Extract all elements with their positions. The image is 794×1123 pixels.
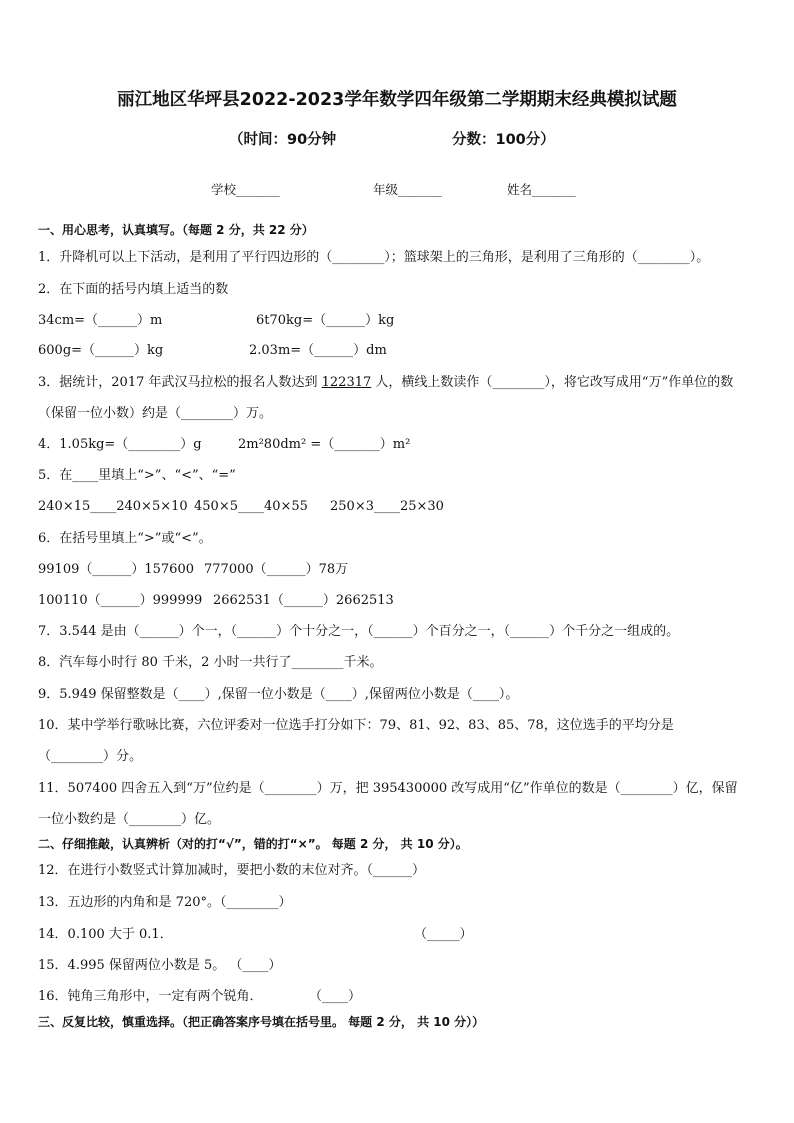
question-6-item: 99109（______）157600 <box>38 562 194 577</box>
total-score: 分数：100分） <box>452 132 555 148</box>
question-13: 13．五边形的内角和是 720°。（________） <box>38 895 292 910</box>
question-5-item: 240×15____240×5×10 <box>38 499 188 514</box>
question-5-item: 450×5____40×55 <box>194 499 308 514</box>
question-6-item: 100110（______）999999 <box>38 593 203 608</box>
question-5-item: 250×3____25×30 <box>330 499 444 514</box>
question-4-item: 2m²80dm² =（_______）m² <box>238 437 411 452</box>
question-1: 1．升降机可以上下活动，是利用了平行四边形的（________）；篮球架上的三角形，是利用了三角形的（________）。 <box>38 250 710 265</box>
question-5: 5．在____里填上“>”、“<”、“=” <box>38 468 236 483</box>
question-6: 6．在括号里填上“>”或“<”。 <box>38 531 212 546</box>
name-field[interactable]: 姓名_______ <box>507 182 576 197</box>
question-2-item: 34cm=（______）m <box>38 313 163 328</box>
question-16-text: 16．钝角三角形中，一定有两个锐角． <box>38 989 263 1004</box>
question-6-item: 777000（______）78万 <box>204 562 349 577</box>
question-15: 15．4.995 保留两位小数是 5。 （____） <box>38 958 282 973</box>
section-heading: 一、用心思考，认真填写。（每题 2 分，共 22 分） <box>38 223 314 237</box>
question-11: 11．507400 四舍五入到“万”位约是（________）万，把 395430000 改写成用“亿”作单位的数是（________）亿，保留 <box>38 781 738 796</box>
question-2-item: 2.03m=（______）dm <box>249 343 387 358</box>
question-11-line-2: 一位小数约是（________）亿。 <box>38 812 221 827</box>
question-3-text: 人，横线上数读作（________），将它改写成用“万”作单位的数 <box>375 375 734 390</box>
section-heading: 三、反复比较，慎重选择。（把正确答案序号填在括号里。 每题 2 分， 共 10 分）） <box>38 1015 485 1029</box>
question-3-text: 3．据统计，2017 年武汉马拉松的报名人数达到 <box>38 375 318 390</box>
question-9: 9．5.949 保留整数是（____）,保留一位小数是（____）,保留两位小数是（____）。 <box>38 687 519 702</box>
question-3-line-2: （保留一位小数）约是（________）万。 <box>38 406 273 421</box>
question-2-item: 6t70kg=（______）kg <box>256 313 395 328</box>
question-10-line-2: （________）分。 <box>38 749 143 764</box>
question-3 <box>38 374 764 392</box>
question-7: 7．3.544 是由（______）个一，（______）个十分之一，（______）个百分之一，（______）个千分之一组成的。 <box>38 624 680 639</box>
question-2-item: 600g=（______）kg <box>38 343 164 358</box>
underlined-number: 122317 <box>321 375 372 390</box>
question-14-text: 14．0.100 大于 0.1． <box>38 927 173 942</box>
time-limit: （时间：90分钟 <box>229 132 337 148</box>
question-2: 2．在下面的括号内填上适当的数 <box>38 282 229 297</box>
answer-blank: （_____） <box>414 927 473 942</box>
question-8: 8．汽车每小时行 80 千米，2 小时一共行了________千米。 <box>38 655 383 670</box>
answer-blank: （____） <box>309 989 362 1004</box>
school-field[interactable]: 学校_______ <box>211 182 280 197</box>
question-10: 10．某中学举行歌咏比赛，六位评委对一位选手打分如下：79、81、92、83、85、78，这位选手的平均分是 <box>38 718 674 733</box>
grade-field[interactable]: 年级_______ <box>373 182 442 197</box>
question-4-item: 4．1.05kg=（________）g <box>38 437 202 452</box>
question-12: 12．在进行小数竖式计算加减时，要把小数的末位对齐。（______） <box>38 863 426 878</box>
question-6-item: 2662531（______）2662513 <box>213 593 394 608</box>
section-heading: 二、仔细推敲，认真辨析（对的打“√”，错的打“×”。 每题 2 分， 共 10 分）。 <box>38 837 468 851</box>
exam-title: 丽江地区华坪县2022-2023学年数学四年级第二学期期末经典模拟试题 <box>117 90 677 110</box>
